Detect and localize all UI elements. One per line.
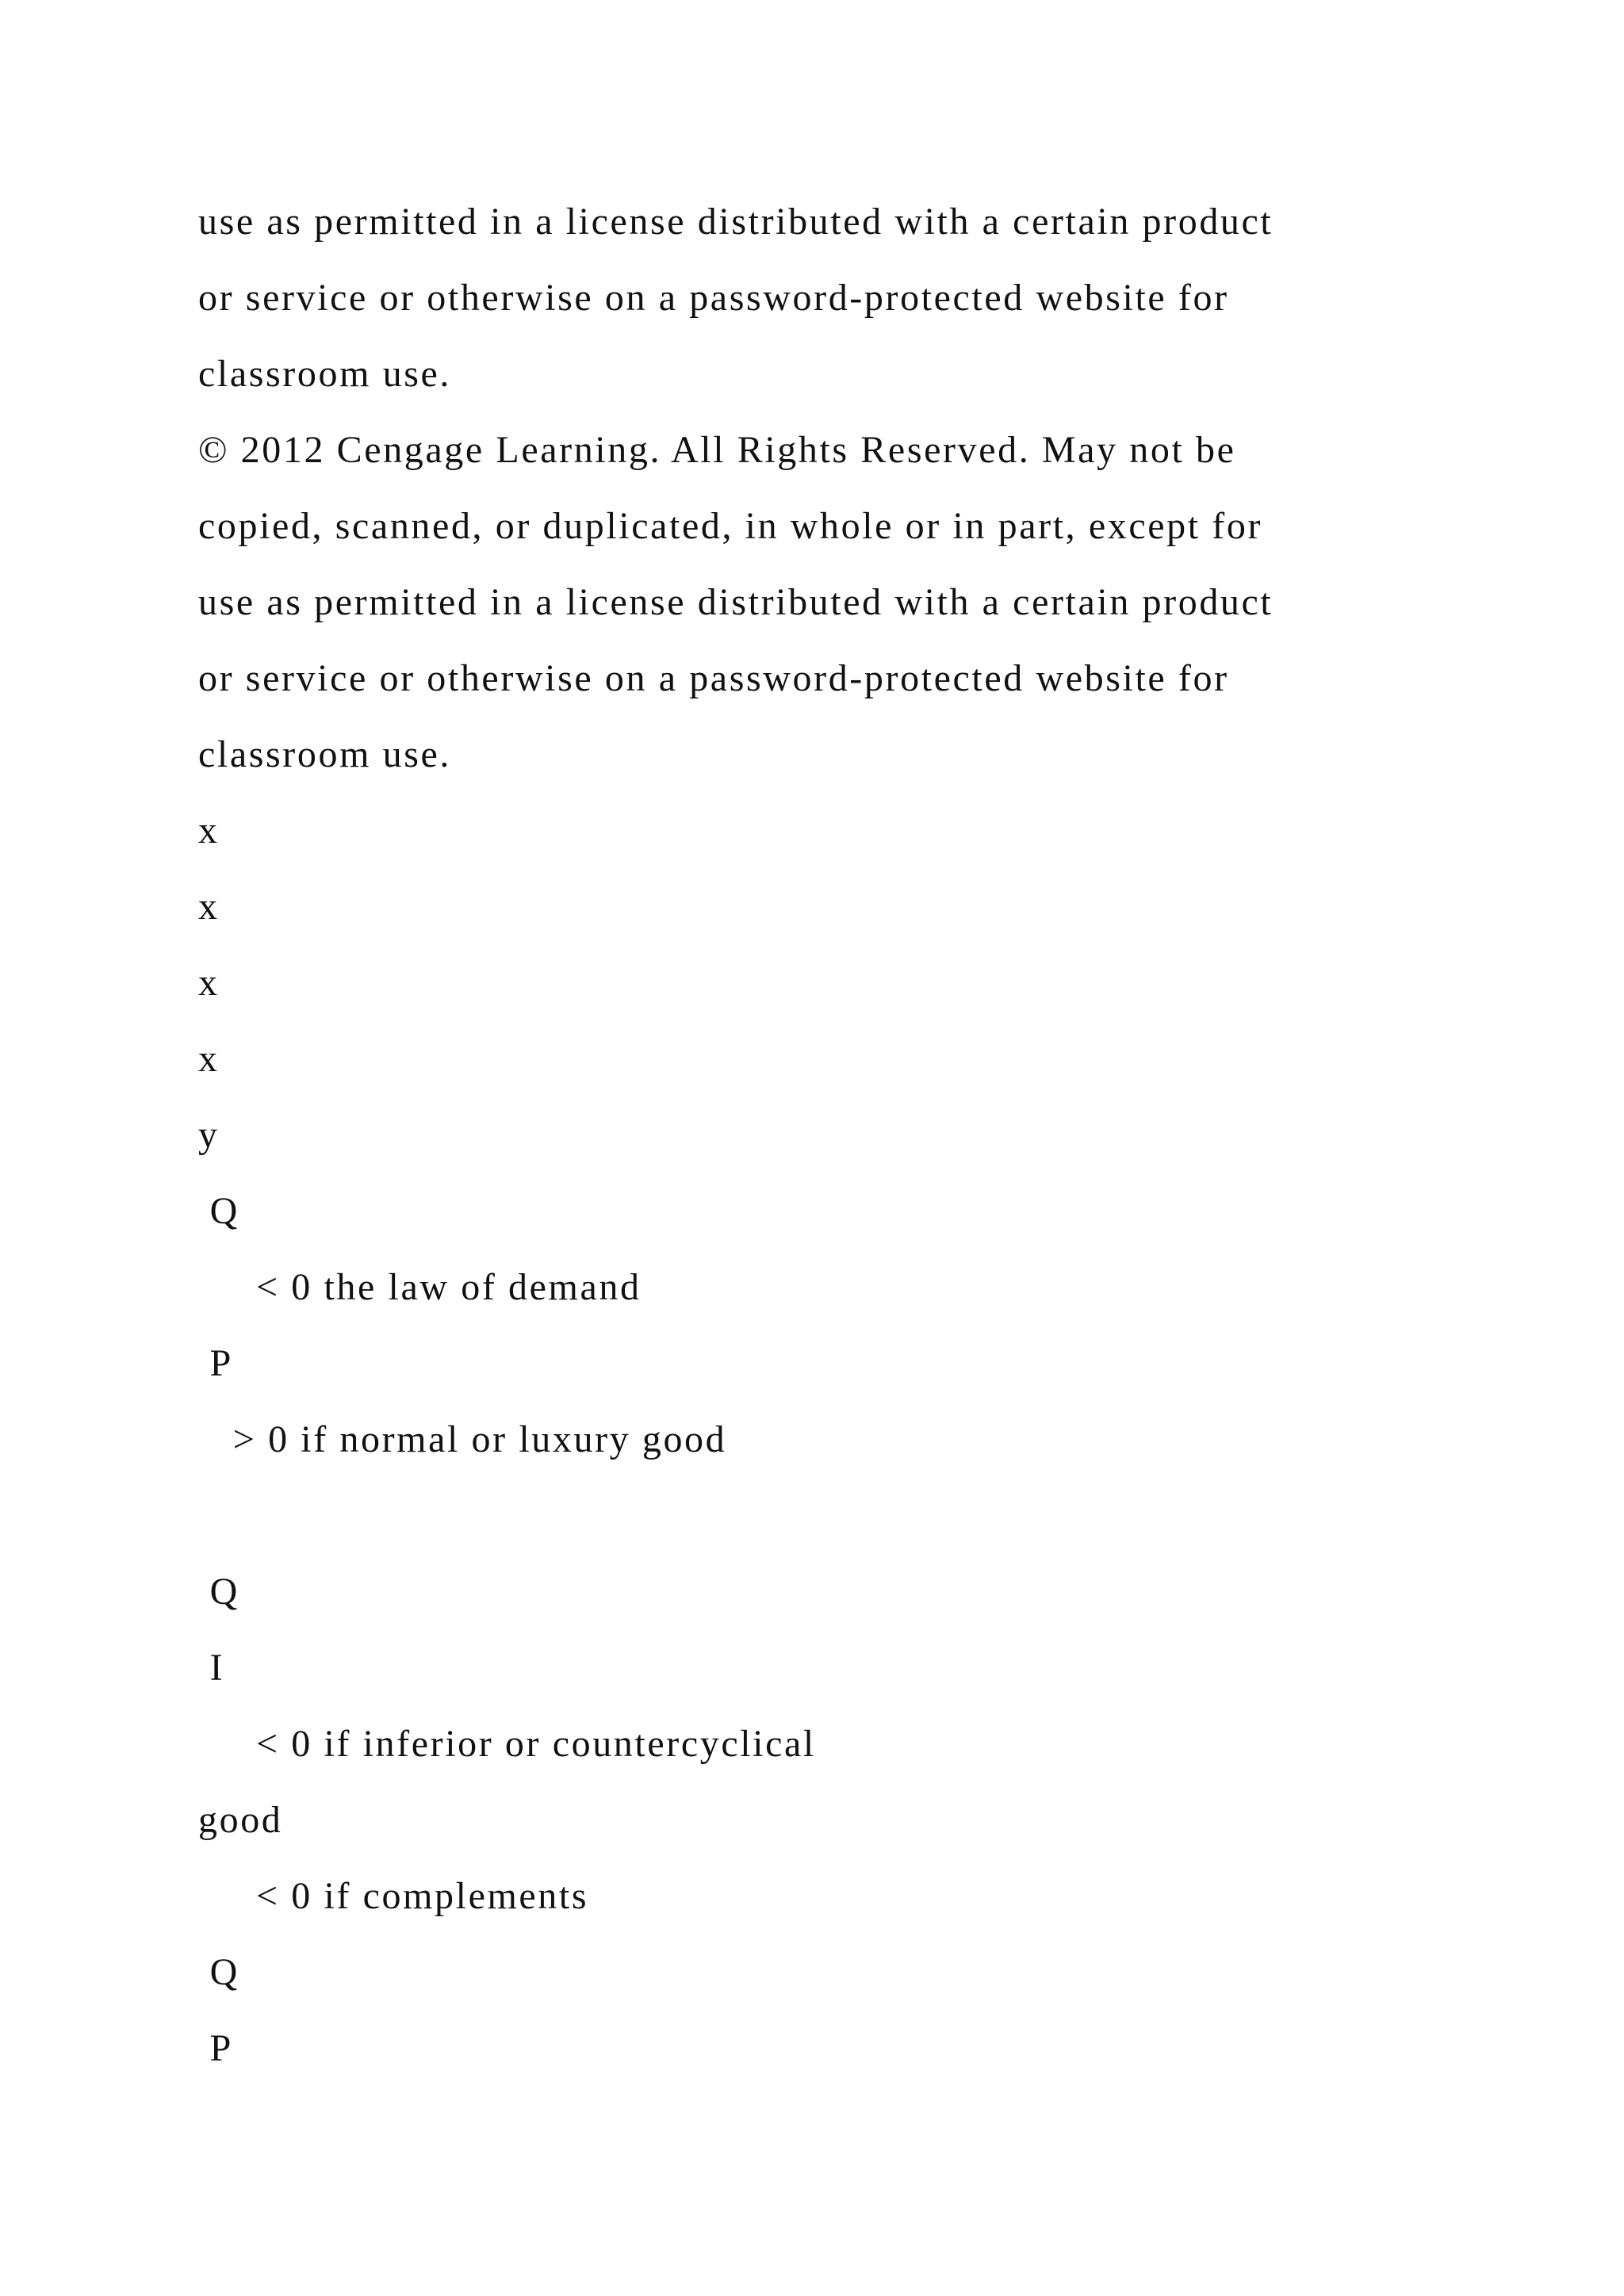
text-line: good bbox=[198, 1799, 283, 1841]
text-line: use as permitted in a license distributed with a certain product bbox=[198, 201, 1274, 243]
variable-line: Q bbox=[198, 1951, 239, 1993]
variable-line: P bbox=[198, 1342, 233, 1384]
variable-line: x bbox=[198, 886, 220, 928]
condition-line: < 0 if inferior or countercyclical bbox=[198, 1723, 816, 1765]
text-line: or service or otherwise on a password-protected website for bbox=[198, 657, 1229, 699]
condition-line: > 0 if normal or luxury good bbox=[198, 1418, 727, 1460]
copyright-line: © 2012 Cengage Learning. All Rights Reserved. May not be bbox=[198, 429, 1236, 471]
condition-line: < 0 the law of demand bbox=[198, 1266, 642, 1308]
text-line: copied, scanned, or duplicated, in whole or in part, except for bbox=[198, 505, 1263, 547]
text-line: classroom use. bbox=[198, 733, 452, 775]
condition-line: < 0 if complements bbox=[198, 1875, 589, 1917]
text-line: classroom use. bbox=[198, 353, 452, 395]
variable-line: x bbox=[198, 1038, 220, 1080]
variable-line: y bbox=[198, 1114, 220, 1156]
variable-line: Q bbox=[198, 1190, 239, 1232]
variable-line: x bbox=[198, 962, 220, 1004]
variable-line: P bbox=[198, 2027, 233, 2069]
variable-line: Q bbox=[198, 1571, 239, 1613]
text-line: use as permitted in a license distributed with a certain product bbox=[198, 581, 1274, 623]
text-line: or service or otherwise on a password-protected website for bbox=[198, 277, 1229, 319]
variable-line: x bbox=[198, 809, 220, 851]
variable-line: I bbox=[198, 1647, 225, 1689]
